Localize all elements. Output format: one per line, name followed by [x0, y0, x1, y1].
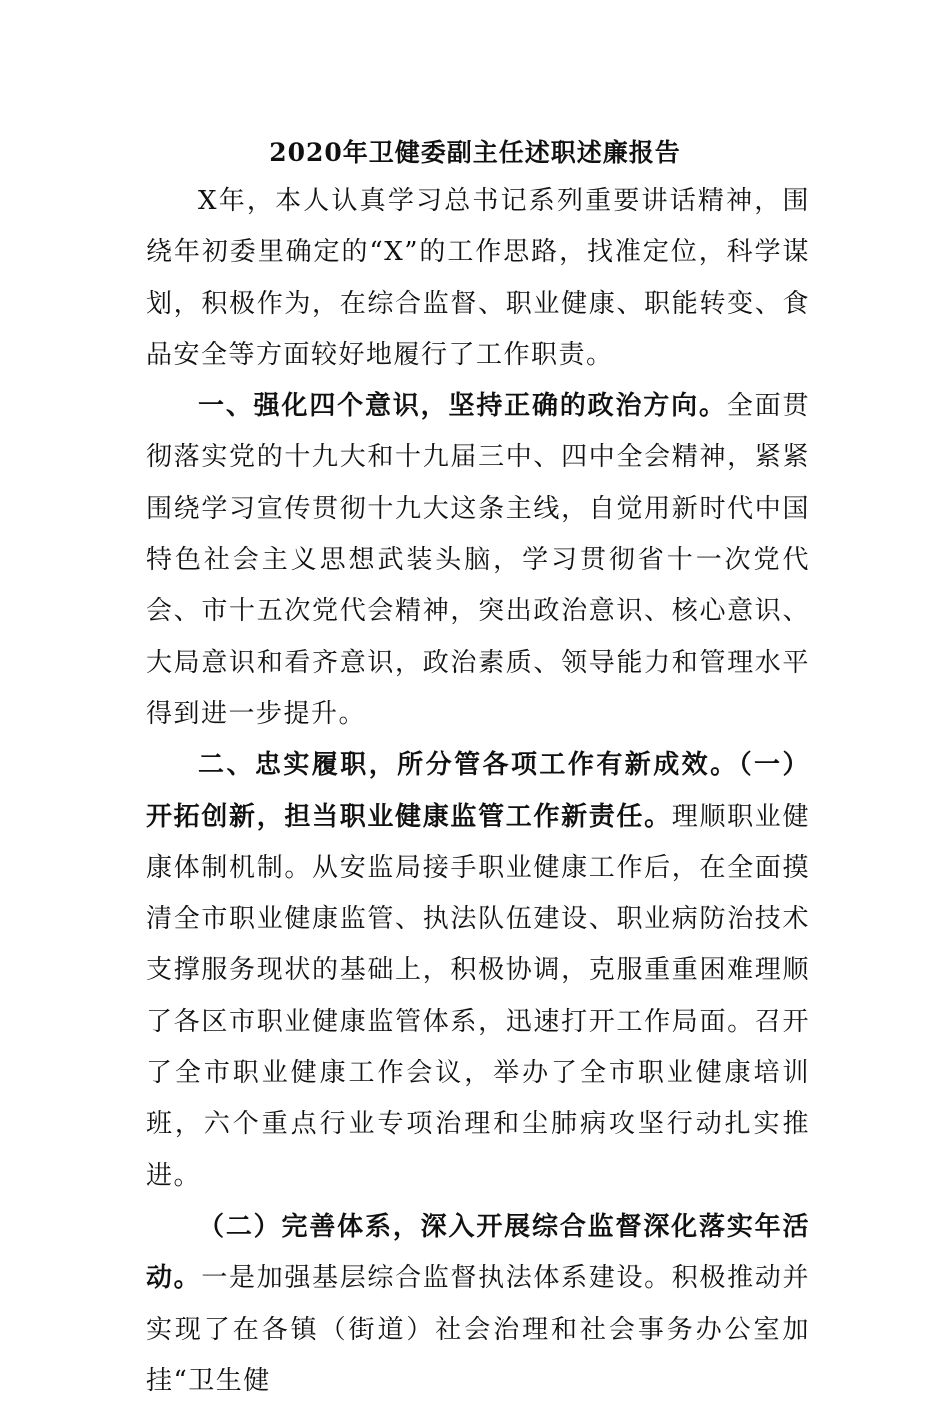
paragraph-section-2-2	[146, 1202, 810, 1407]
paragraph-intro	[146, 176, 810, 381]
section-2-text: 理顺职业健康体制机制。从安监局接手职业健康工作后，在全面摸清全市职业健康监管、执法队伍建设、职业病防治技术支撑服务现状的基础上，积极协调，克服重重困难理顺了各区市职业健康监管体系，迅速打开工作局面。召开了全市职业健康工作会议，举办了全市职业健康培训班，六个重点行业专项治理和尘肺病攻坚行动扎实推进。	[146, 801, 810, 1191]
document-title: 2020年卫健委副主任述职述廉报告	[269, 138, 681, 167]
document-body	[146, 176, 810, 1407]
section-2-2-heading: （二）完善体系，深入开展综合监督深化落实年活动。	[146, 1211, 810, 1294]
paragraph-intro-text: X年，本人认真学习总书记系列重要讲话精神，围绕年初委里确定的“X”的工作思路，找准定位，科学谋划，积极作为，在综合监督、职业健康、职能转变、食品安全等方面较好地履行了工作职责。	[146, 186, 810, 370]
paragraph-section-2	[146, 740, 810, 1202]
paragraph-section-1	[146, 381, 810, 740]
section-2-heading: 二、忠实履职，所分管各项工作有新成效。（一）开拓创新，担当职业健康监管工作新责任。	[146, 750, 810, 832]
section-1-heading: 一、强化四个意识，坚持正确的政治方向。	[198, 391, 727, 422]
section-1-text: 全面贯彻落实党的十九大和十九届三中、四中全会精神，紧紧围绕学习宣传贯彻十九大这条主线，自觉用新时代中国特色社会主义思想武装头脑，学习贯彻省十一次党代会、市十五次党代会精神，突出政治意识、核心意识、大局意识和看齐意识，政治素质、领导能力和管理水平得到进一步提升。	[146, 391, 810, 729]
section-2-2-text: 一是加强基层综合监督执法体系建设。积极推动并实现了在各镇（街道）社会治理和社会事务办公室加挂“卫生健	[146, 1263, 810, 1396]
